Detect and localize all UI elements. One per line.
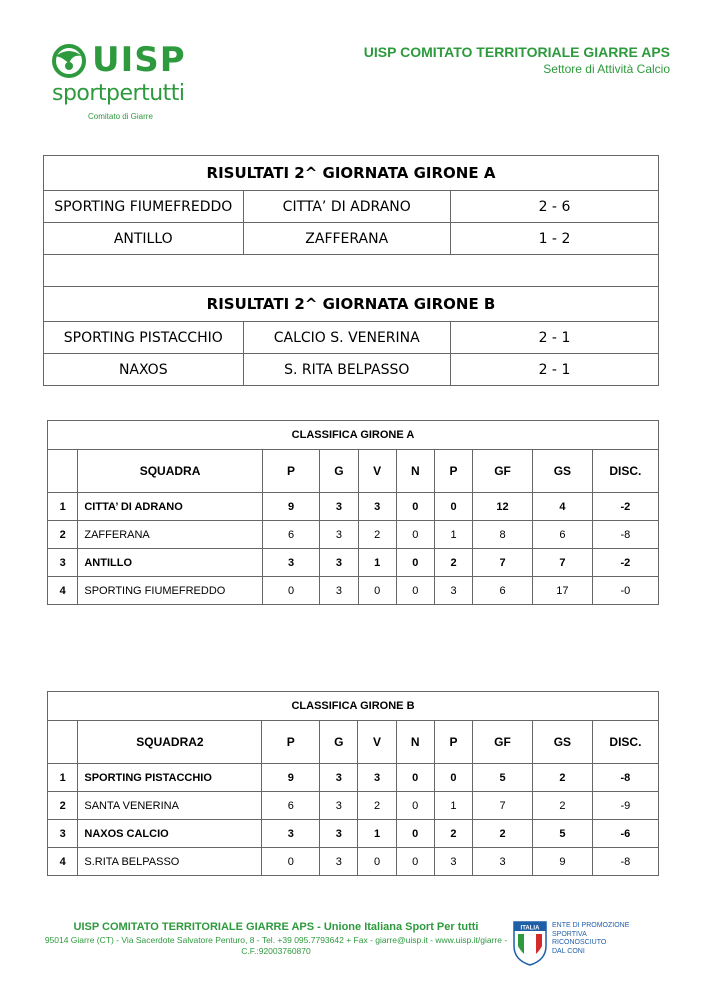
home-team: ANTILLO: [44, 223, 244, 255]
played: 3: [320, 764, 358, 792]
col-header: GF: [473, 450, 533, 493]
won: 0: [358, 848, 396, 876]
table-row: [48, 820, 659, 848]
pos: 4: [48, 577, 78, 605]
spacer-row: [44, 255, 659, 287]
team: ZAFFERANA: [78, 521, 262, 549]
won: 1: [358, 549, 396, 577]
played: 3: [320, 493, 358, 521]
played: 3: [320, 792, 358, 820]
standings-header-row: [48, 450, 659, 493]
col-header: GF: [473, 721, 533, 764]
coni-text-line: DAL CONI: [552, 947, 585, 955]
drawn: 0: [396, 493, 434, 521]
footer-address-line: 95014 Giarre (CT) - Via Sacerdote Salvatore Penturo, 8 - Tel. +39 095.7793642 + Fax - giarre@uisp.it - www.uisp.it/giarre -: [44, 935, 508, 945]
footer-cf: C.F.:92003760870: [241, 946, 311, 956]
coni-label: [515, 923, 545, 931]
goals-against: 4: [532, 493, 592, 521]
discipline: -8: [592, 764, 658, 792]
pos-header: [48, 721, 78, 764]
goals-against: 9: [532, 848, 592, 876]
uisp-logo: [50, 40, 200, 125]
lost: 1: [434, 792, 472, 820]
goals-against: 7: [532, 549, 592, 577]
col-header: P: [262, 721, 320, 764]
col-header: SQUADRA: [78, 450, 262, 493]
played: 3: [320, 521, 358, 549]
discipline: -9: [592, 792, 658, 820]
discipline: -2: [592, 493, 658, 521]
score: 2 - 1: [450, 354, 658, 386]
discipline: -2: [592, 549, 658, 577]
points: 9: [262, 493, 320, 521]
goals-against: 2: [532, 764, 592, 792]
won: 1: [358, 820, 396, 848]
standings-header-row: [48, 721, 659, 764]
footer-title: UISP COMITATO TERRITORIALE GIARRE APS - Unione Italiana Sport Per tutti: [73, 921, 479, 933]
goals-against: 5: [532, 820, 592, 848]
table-row: [48, 493, 659, 521]
table-row: [48, 792, 659, 820]
table-row: [48, 521, 659, 549]
col-header: GS: [532, 450, 592, 493]
score: 1 - 2: [450, 223, 658, 255]
table-row: [48, 549, 659, 577]
team: ANTILLO: [78, 549, 262, 577]
discipline: -0: [592, 577, 658, 605]
lost: 2: [434, 820, 472, 848]
result-row: [44, 354, 659, 386]
result-row: [44, 223, 659, 255]
goals-for: 12: [473, 493, 533, 521]
col-header: SQUADRA2: [78, 721, 262, 764]
won: 2: [358, 792, 396, 820]
standings-a-table: [47, 420, 659, 605]
lost: 2: [434, 549, 472, 577]
col-header: DISC.: [592, 721, 658, 764]
pos: 3: [48, 549, 78, 577]
table-row: [48, 577, 659, 605]
lost: 1: [434, 521, 472, 549]
coni-text-line: ENTE DI PROMOZIONE: [552, 922, 630, 929]
pos: 2: [48, 792, 78, 820]
discipline: -8: [592, 848, 658, 876]
points: 9: [262, 764, 320, 792]
goals-against: 2: [532, 792, 592, 820]
standings-b-table: [47, 691, 659, 876]
table-row: [48, 764, 659, 792]
goals-for: 6: [473, 577, 533, 605]
team: SPORTING FIUMEFREDDO: [78, 577, 262, 605]
col-header: V: [358, 721, 396, 764]
org-subtitle: Settore di Attività Calcio: [543, 62, 670, 76]
org-title: UISP COMITATO TERRITORIALE GIARRE APS: [363, 44, 670, 60]
away-team: ZAFFERANA: [243, 223, 450, 255]
score: 2 - 6: [450, 191, 658, 223]
drawn: 0: [396, 764, 434, 792]
played: 3: [320, 848, 358, 876]
lost: 3: [434, 848, 472, 876]
pos: 1: [48, 493, 78, 521]
points: 6: [262, 792, 320, 820]
table-row: [48, 848, 659, 876]
results-table: [43, 155, 659, 386]
pos: 2: [48, 521, 78, 549]
points: 3: [262, 820, 320, 848]
won: 0: [358, 577, 396, 605]
won: 3: [358, 764, 396, 792]
away-team: CALCIO S. VENERINA: [243, 322, 450, 354]
goals-for: 7: [473, 792, 533, 820]
girone-a-results-title: RISULTATI 2^ GIORNATA GIRONE A: [44, 156, 659, 191]
col-header: P: [262, 450, 320, 493]
played: 3: [320, 577, 358, 605]
col-header: G: [320, 721, 358, 764]
girone-b-results-title: RISULTATI 2^ GIORNATA GIRONE B: [44, 287, 659, 322]
drawn: 0: [396, 549, 434, 577]
away-team: S. RITA BELPASSO: [243, 354, 450, 386]
goals-for: 7: [473, 549, 533, 577]
lost: 0: [434, 764, 472, 792]
team: SPORTING PISTACCHIO: [78, 764, 262, 792]
goals-against: 17: [532, 577, 592, 605]
col-header: DISC.: [592, 450, 658, 493]
team: CITTA’ DI ADRANO: [78, 493, 262, 521]
drawn: 0: [396, 521, 434, 549]
goals-for: 2: [473, 820, 533, 848]
goals-for: 8: [473, 521, 533, 549]
points: 0: [262, 577, 320, 605]
lost: 3: [434, 577, 472, 605]
lost: 0: [434, 493, 472, 521]
logo-text: UISP: [92, 40, 186, 80]
footer-address: [36, 935, 516, 957]
played: 3: [320, 820, 358, 848]
points: 0: [262, 848, 320, 876]
result-row: [44, 191, 659, 223]
coni-text: [552, 922, 629, 956]
uisp-emblem-icon: [50, 44, 88, 78]
drawn: 0: [396, 577, 434, 605]
home-team: SPORTING FIUMEFREDDO: [44, 191, 244, 223]
played: 3: [320, 549, 358, 577]
col-header: N: [396, 721, 434, 764]
logo-committee: Comitato di Giarre: [88, 112, 153, 121]
result-row: [44, 322, 659, 354]
coni-text-line: RICONOSCIUTO: [552, 939, 607, 946]
drawn: 0: [396, 820, 434, 848]
pos: 1: [48, 764, 78, 792]
standings-a-title: CLASSIFICA GIRONE A: [48, 421, 659, 450]
goals-for: 5: [473, 764, 533, 792]
col-header: N: [396, 450, 434, 493]
home-team: SPORTING PISTACCHIO: [44, 322, 244, 354]
team: S.RITA BELPASSO: [78, 848, 262, 876]
col-header: V: [358, 450, 396, 493]
coni-logo: [512, 920, 632, 970]
col-header: GS: [532, 721, 592, 764]
discipline: -6: [592, 820, 658, 848]
goals-for: 3: [473, 848, 533, 876]
points: 6: [262, 521, 320, 549]
won: 3: [358, 493, 396, 521]
svg-text:ITALIA: ITALIA: [520, 925, 540, 931]
team: SANTA VENERINA: [78, 792, 262, 820]
home-team: NAXOS: [44, 354, 244, 386]
score: 2 - 1: [450, 322, 658, 354]
pos: 3: [48, 820, 78, 848]
col-header: G: [320, 450, 358, 493]
col-header: P: [434, 450, 472, 493]
pos: 4: [48, 848, 78, 876]
drawn: 0: [396, 792, 434, 820]
standings-b-title: CLASSIFICA GIRONE B: [48, 692, 659, 721]
won: 2: [358, 521, 396, 549]
goals-against: 6: [532, 521, 592, 549]
away-team: CITTA’ DI ADRANO: [243, 191, 450, 223]
pos-header: [48, 450, 78, 493]
col-header: P: [434, 721, 472, 764]
discipline: -8: [592, 521, 658, 549]
coni-text-line: SPORTIVA: [552, 930, 587, 938]
logo-tagline: sportpertutti: [52, 81, 185, 106]
points: 3: [262, 549, 320, 577]
team: NAXOS CALCIO: [78, 820, 262, 848]
drawn: 0: [396, 848, 434, 876]
